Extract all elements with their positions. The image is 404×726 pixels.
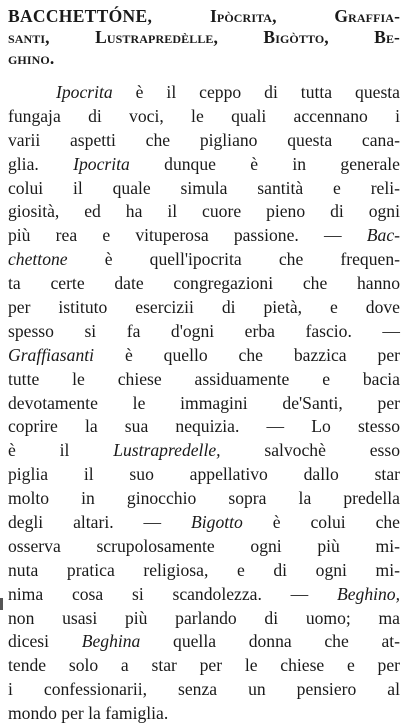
italic-term: Beghina [81,631,141,652]
text-run: colui il quale simula santità e reli- [8,177,400,198]
text-run: coprire la sua nequizia. — Lo stesso [8,416,400,437]
text-line [8,200,400,224]
text-run: giosità, ed ha il cuore pieno di ogni [8,201,400,222]
italic-term: Bigotto [191,512,243,533]
italic-term: Lustrapredelle, [113,440,221,461]
italic-term: Ipocrita [73,153,130,174]
text-run: tende solo a star per le chiese e per [8,655,400,676]
text-line [8,535,400,559]
text-run: è il ceppo di tutta questa [112,82,400,102]
text-line [8,81,400,105]
text-run: dunque è in generale [129,153,400,174]
text-run: è quello che bazzica per [94,344,400,365]
text-line [8,320,400,344]
text-line [8,344,400,368]
text-line [8,487,400,511]
heading-line-1 [8,6,400,27]
entry-body [8,81,400,726]
entry-heading [8,6,400,69]
text-run: glia. [8,153,74,174]
text-run: molto in ginocchio sopra la predella [8,488,400,509]
heading-line-3 [8,48,400,69]
document-page [8,6,400,726]
heading-line-2 [8,27,400,48]
text-run: per istituto esercizii di pietà, e dove [8,297,400,318]
headword: BACCHETTÓNE, [8,6,153,26]
text-line [8,511,400,535]
heading-synonyms-1: Ipòcrita, Graffia- [210,6,400,26]
heading-synonyms-2: santi, Lustrapredèlle, Bigòtto, Be- [8,27,400,47]
text-line [8,607,400,631]
text-line [8,463,400,487]
text-run: dicesi [8,631,82,652]
text-run: nima cosa si scandolezza. — [8,583,337,604]
text-run: nuta pratica religiosa, e di ogni mi- [8,559,400,580]
text-run: piglia il suo appellativo dallo star [8,464,400,485]
margin-mark [0,598,3,610]
text-run: osserva scrupolosamente ogni più mi- [8,535,400,556]
italic-term: Beghino, [336,583,400,604]
text-line [8,224,400,248]
text-line [8,415,400,439]
text-run: spesso si fa d'ogni erba fascio. — [8,320,400,341]
text-run: mondo per la famiglia. [8,703,169,724]
text-line [8,678,400,702]
italic-term: Bac- [366,225,400,246]
text-line [8,630,400,654]
text-line [8,583,400,607]
text-run: devotamente le immagini de'Santi, per [8,392,400,413]
text-run: salvochè esso [220,440,400,461]
text-line [8,177,400,201]
text-run: tutte le chiese assiduamente e bacia [8,368,400,389]
text-run: più rea e vituperosa passione. — [8,225,367,246]
text-run: è colui che [242,512,400,533]
italic-term: Ipocrita [56,82,113,102]
text-run: ta certe date congregazioni che hanno [8,273,400,294]
text-line [8,129,400,153]
text-run: quella donna che at- [140,631,400,652]
text-line [8,296,400,320]
text-line [8,272,400,296]
text-line [8,153,400,177]
text-line [8,439,400,463]
text-run: è quell'ipocrita che frequen- [67,249,400,270]
heading-synonyms-3: ghino. [8,48,55,68]
text-line [8,248,400,272]
text-line [8,392,400,416]
text-run: degli altari. — [8,512,192,533]
text-run: non usasi più parlando di uomo; ma [8,607,400,628]
text-run: fungaja di voci, le quali accennano i [8,105,400,126]
text-run: è il [8,440,114,461]
text-line [8,105,400,129]
italic-term: Graffiasanti [8,344,95,365]
italic-term: chettone [8,249,68,270]
text-line [8,559,400,583]
text-run: i confessionarii, senza un pensiero al [8,679,400,700]
text-line [8,702,400,726]
text-line [8,368,400,392]
text-line [8,654,400,678]
text-run: varii aspetti che pigliano questa cana- [8,129,400,150]
